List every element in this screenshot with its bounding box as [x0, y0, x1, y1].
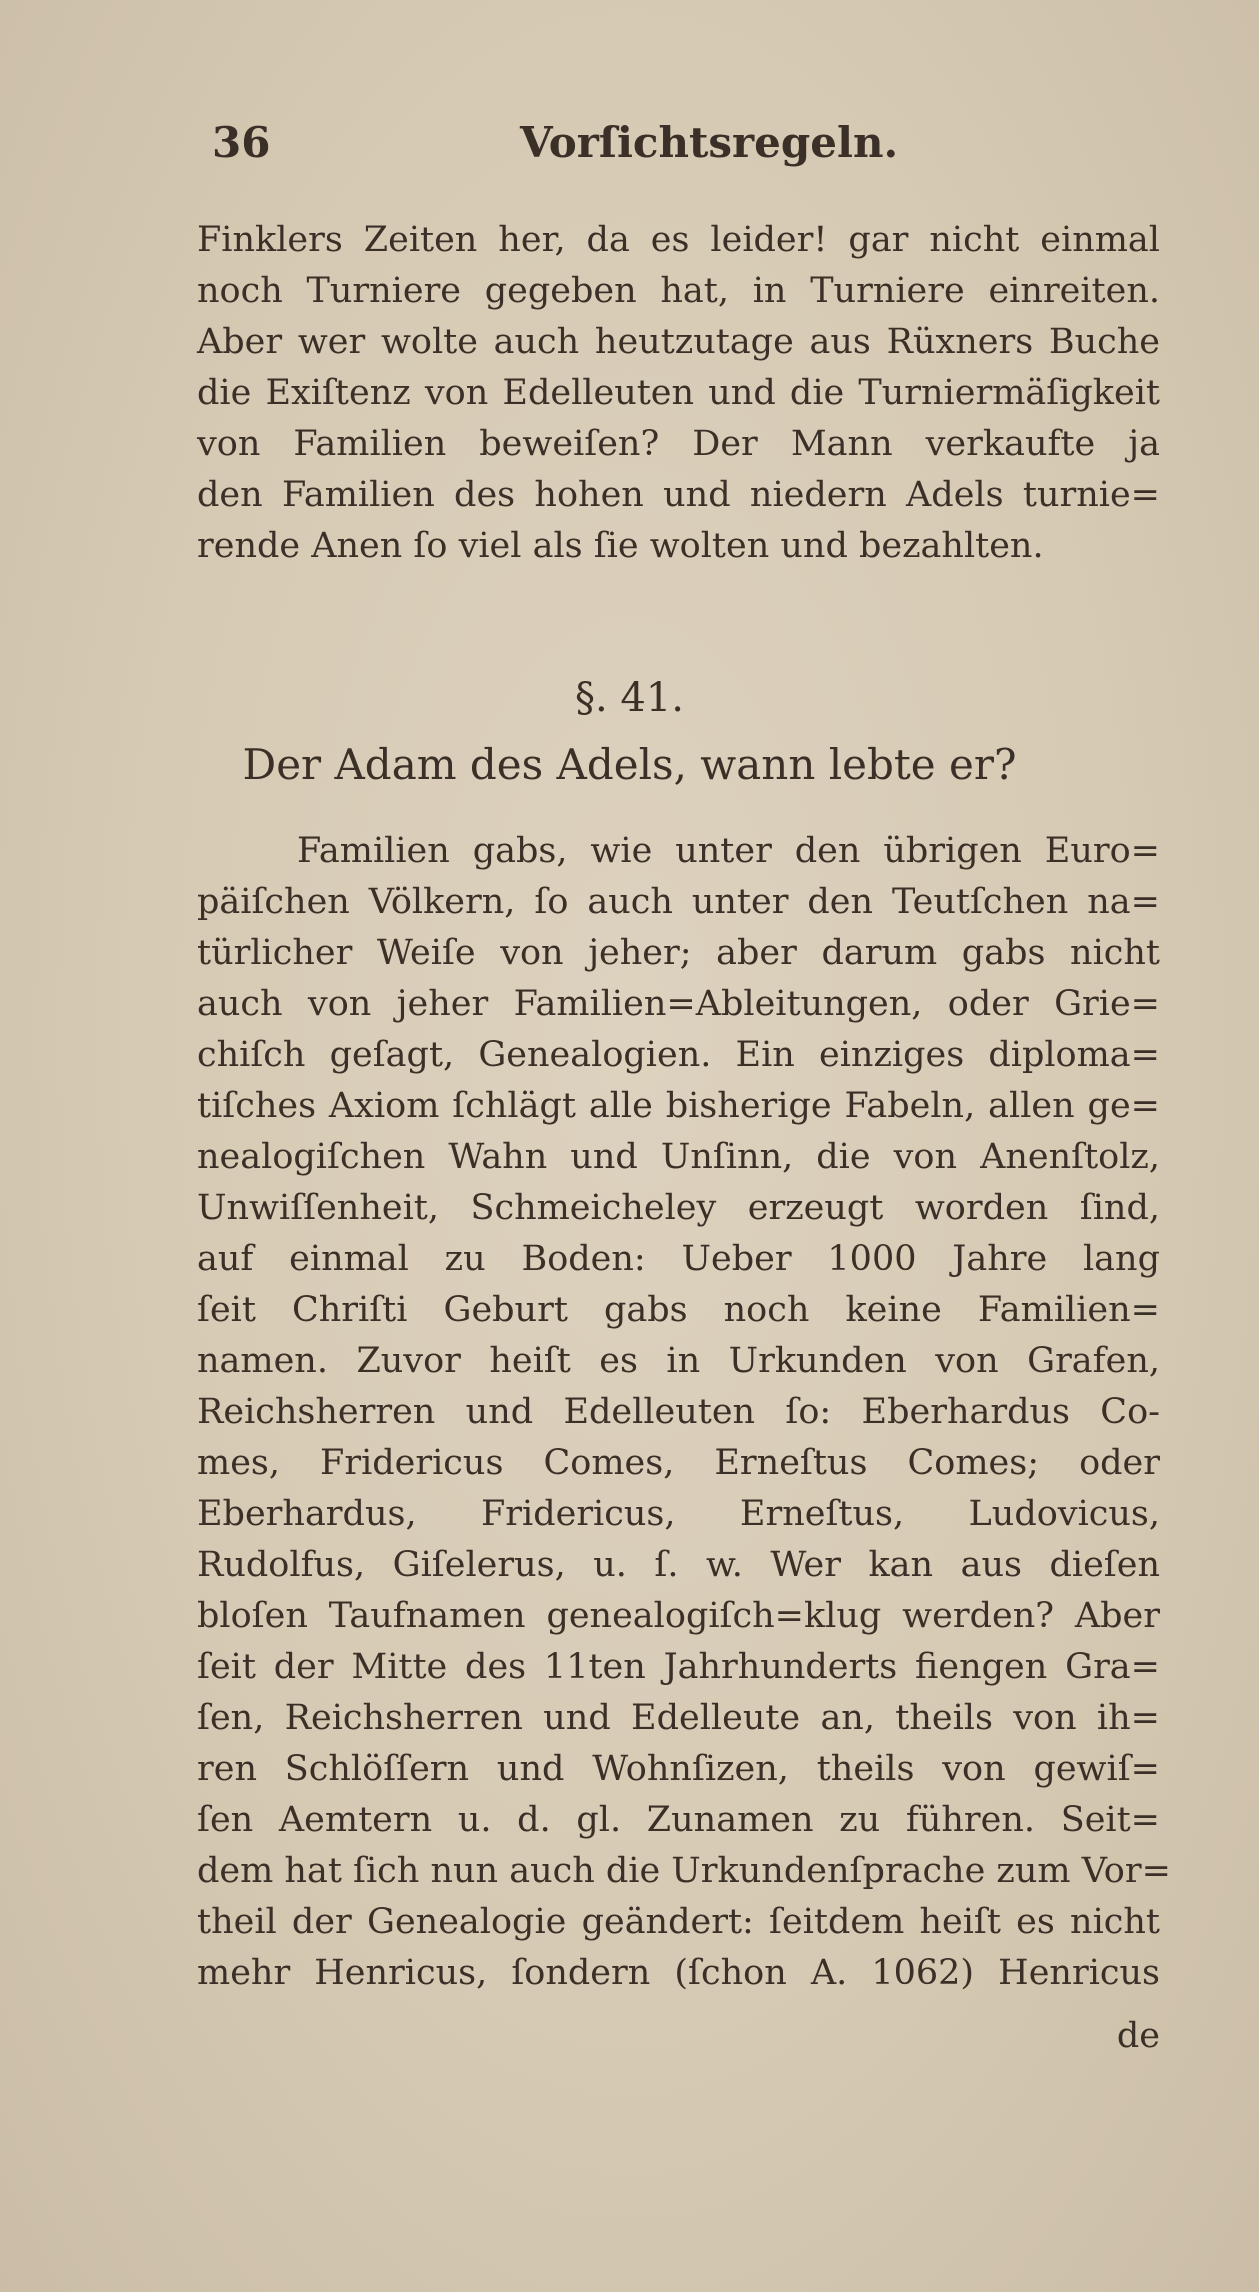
text-line: Finklers Zeiten her, da es leider! gar nicht einmal: [197, 220, 1160, 260]
text-line: Aber wer wolte auch heutzutage aus Rüxners Buche: [197, 322, 1160, 362]
text-line: rende Anen ſo viel als ſie wolten und bezahlten.: [197, 526, 1044, 566]
page-number: 36: [212, 118, 271, 167]
text-line: Eberhardus, Fridericus, Erneſtus, Ludovicus,: [197, 1494, 1160, 1534]
text-line: namen. Zuvor heiſt es in Urkunden von Grafen,: [197, 1341, 1160, 1381]
text-line: theil der Genealogie geändert: ſeitdem heiſt es nicht: [197, 1902, 1160, 1942]
text-line: bloſen Taufnamen genealogiſch=klug werden? Aber: [197, 1596, 1160, 1636]
running-title: Vorſichtsregeln.: [520, 118, 899, 167]
text-line: chiſch geſagt, Genealogien. Ein einziges diploma=: [197, 1035, 1160, 1075]
text-line: dem hat ſich nun auch die Urkundenſprache zum Vor=: [197, 1851, 1171, 1891]
text-line: noch Turniere gegeben hat, in Turniere einreiten.: [197, 271, 1160, 311]
text-line: die Exiſtenz von Edelleuten und die Turniermäſigkeit: [197, 373, 1160, 413]
paragraph-2: [197, 826, 1171, 1999]
text-line: auch von jeher Familien=Ableitungen, oder Grie=: [197, 984, 1160, 1024]
text-line: Reichsherren und Edelleuten ſo: Eberhardus Co-: [197, 1392, 1160, 1432]
section-number: §. 41.: [574, 675, 685, 721]
text-line: mehr Henricus, ſondern (ſchon A. 1062) Henricus: [197, 1953, 1160, 1993]
text-line: von Familien beweiſen? Der Mann verkaufte ja: [197, 424, 1160, 464]
section-heading: Der Adam des Adels, wann lebte er?: [242, 740, 1017, 789]
text-line: auf einmal zu Boden: Ueber 1000 Jahre lang: [197, 1239, 1160, 1279]
text-line: tiſches Axiom ſchlägt alle bisherige Fabeln, allen ge=: [197, 1086, 1160, 1126]
text-line: türlicher Weiſe von jeher; aber darum gabs nicht: [197, 933, 1160, 973]
text-line: ſeit der Mitte des 11ten Jahrhunderts fiengen Gra=: [197, 1647, 1160, 1687]
text-line: ren Schlöſſern und Wohnſizen, theils von gewiſ=: [197, 1749, 1160, 1789]
catchword-block: [197, 2011, 1160, 2062]
text-line: ſen Aemtern u. d. gl. Zunamen zu führen. Seit=: [197, 1800, 1160, 1840]
text-line: ſen, Reichsherren und Edelleute an, theils von ih=: [197, 1698, 1160, 1738]
catchword: de: [1116, 2016, 1160, 2056]
text-line: Familien gabs, wie unter den übrigen Euro=: [297, 831, 1160, 871]
text-line: mes, Fridericus Comes, Erneſtus Comes; oder: [197, 1443, 1160, 1483]
text-line: den Familien des hohen und niedern Adels turnie=: [197, 475, 1160, 515]
text-line: päiſchen Völkern, ſo auch unter den Teutſchen na=: [197, 882, 1160, 922]
text-line: ſeit Chriſti Geburt gabs noch keine Familien=: [197, 1290, 1160, 1330]
paragraph-1: [197, 215, 1160, 572]
text-line: Rudolfus, Giſelerus, u. ſ. w. Wer kan aus dieſen: [197, 1545, 1160, 1585]
text-line: nealogiſchen Wahn und Unſinn, die von Anenſtolz,: [197, 1137, 1160, 1177]
text-line: Unwiſſenheit, Schmeicheley erzeugt worden ſind,: [197, 1188, 1160, 1228]
